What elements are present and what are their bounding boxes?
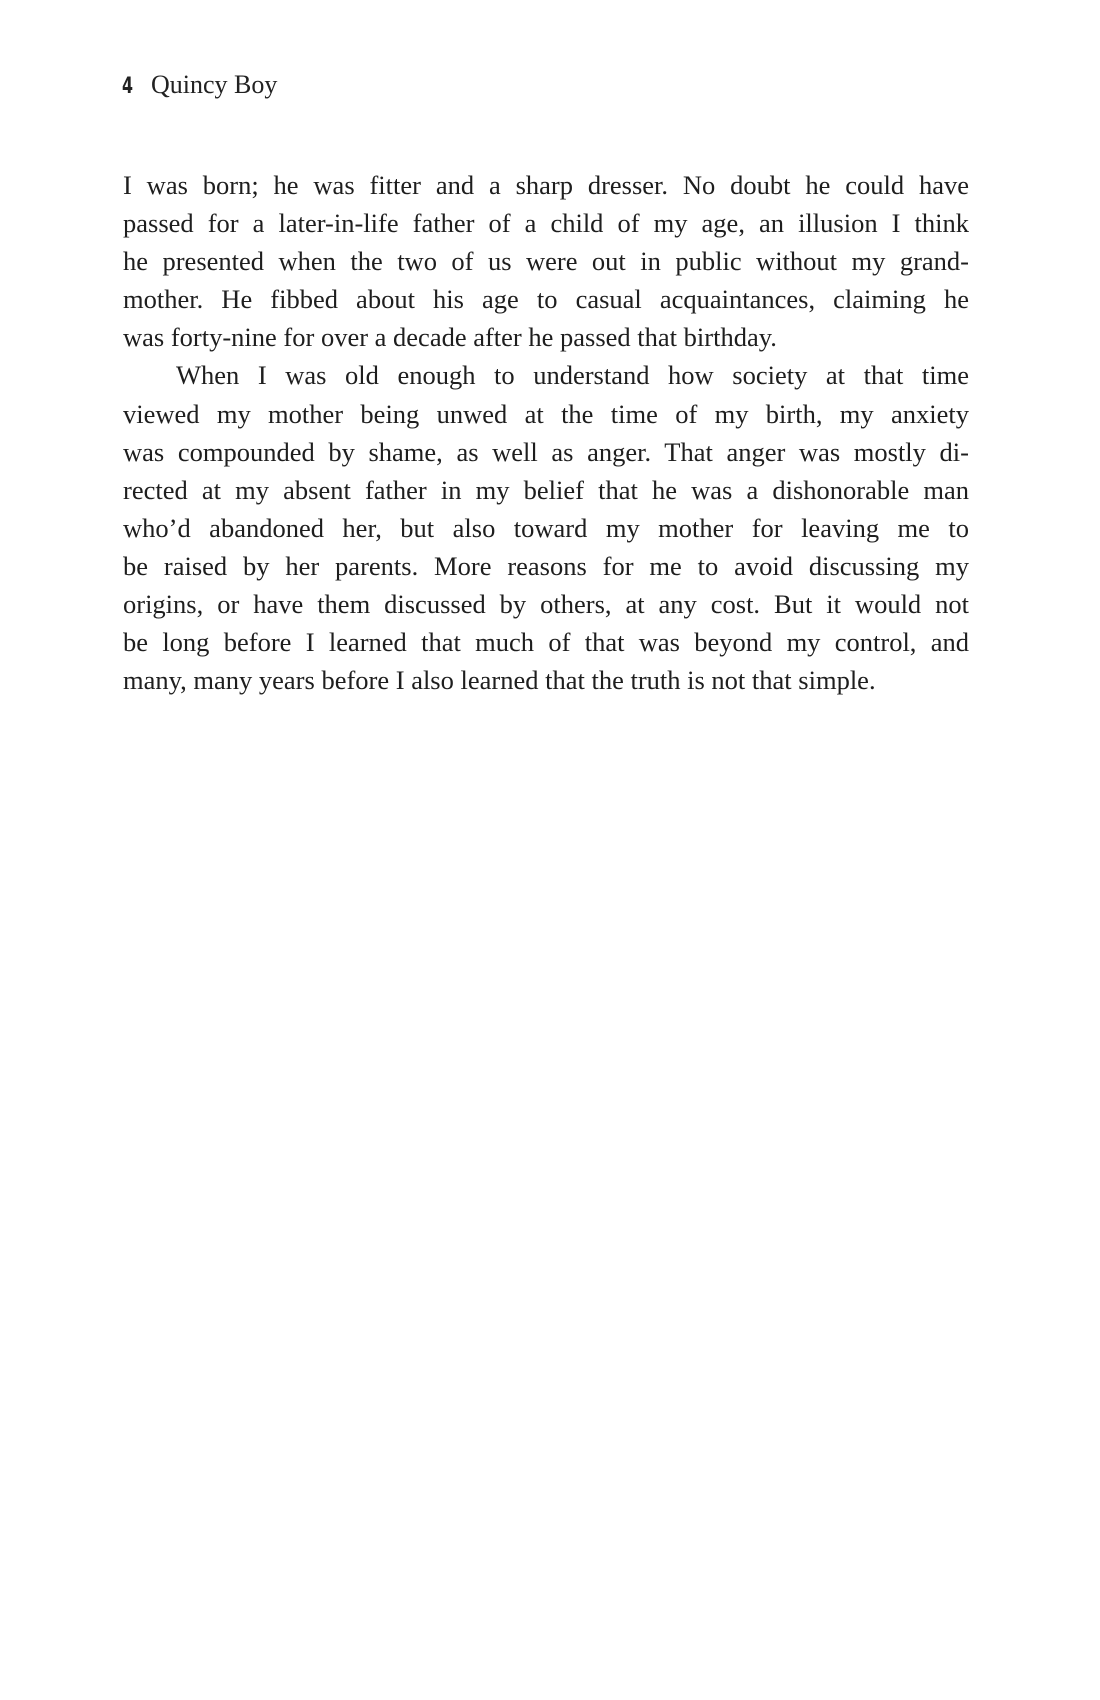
text-line: When I was old enough to understand how society at that time [176, 360, 969, 391]
text-line: be long before I learned that much of that was beyond my control, and [123, 627, 969, 658]
text-line: was compounded by shame, as well as anger. That anger was mostly di- [123, 436, 969, 467]
paragraph-2 [123, 356, 969, 699]
text-line: mother. He fibbed about his age to casual acquaintances, claiming he [123, 284, 969, 315]
running-head [122, 70, 277, 104]
text-line: he presented when the two of us were out in public without my grand- [123, 246, 969, 277]
text-line: rected at my absent father in my belief that he was a dishonorable man [123, 474, 969, 505]
text-line: origins, or have them discussed by others, at any cost. But it would not [123, 589, 969, 620]
running-title: Quincy Boy [151, 70, 278, 99]
paragraph-1 [123, 166, 969, 356]
body-text [123, 166, 969, 699]
text-line: I was born; he was fitter and a sharp dresser. No doubt he could have [123, 170, 969, 200]
text-line: many, many years before I also learned that the truth is not that simple. [123, 665, 876, 696]
text-line: was forty-nine for over a decade after he passed that birthday. [123, 322, 777, 353]
text-line: be raised by her parents. More reasons for me to avoid discussing my [123, 550, 969, 581]
text-line: who’d abandoned her, but also toward my mother for leaving me to [123, 512, 969, 543]
text-line: passed for a later-in-life father of a child of my age, an illusion I think [123, 208, 969, 239]
text-line: viewed my mother being unwed at the time of my birth, my anxiety [123, 398, 969, 429]
page-number: 4 [122, 74, 134, 99]
